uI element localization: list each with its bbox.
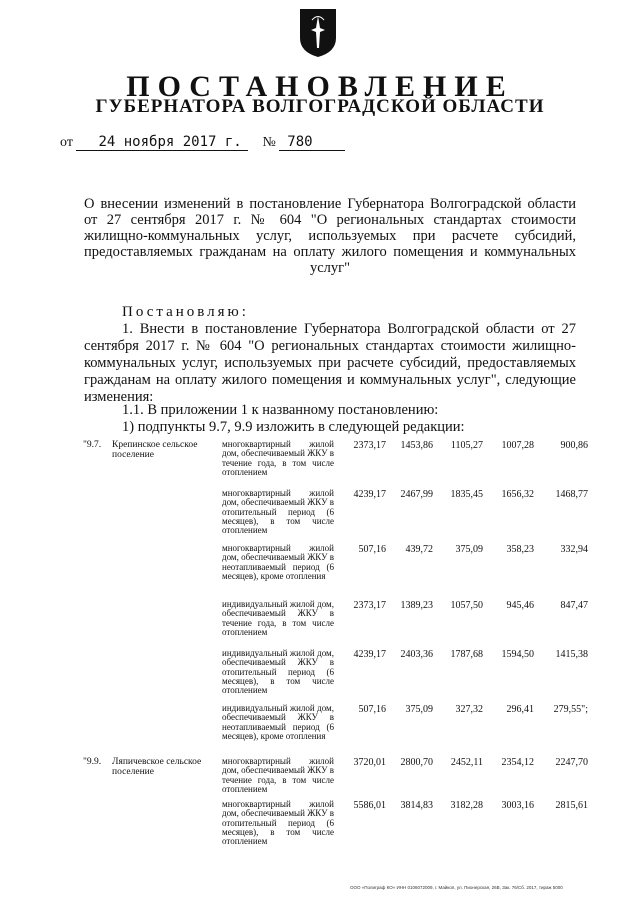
- table-cell-value: 1007,28: [501, 440, 534, 451]
- table-row-description: многоквартирный жилой дом, обеспечиваемый ЖКУ в течение года, в том числе отоплением: [222, 439, 334, 477]
- table-row-settlement: Ляпичевское сельское поселение: [112, 757, 202, 777]
- table-cell-value: 279,55";: [553, 704, 588, 715]
- table-row-description: индивидуальный жилой дом, обеспечиваемый ЖКУ в отопительный период (6 месяцев), в том числе отоплением: [222, 648, 334, 696]
- table-cell-value: 375,09: [455, 544, 483, 555]
- table-row-description: многоквартирный жилой дом, обеспечиваемый ЖКУ в отопительный период (6 месяцев), в том числе отоплением: [222, 799, 334, 847]
- table-cell-value: 4239,17: [353, 489, 386, 500]
- date-number-line: [60, 134, 345, 151]
- table-row-description: многоквартирный жилой дом, обеспечиваемый ЖКУ в течение года, в том числе отоплением: [222, 756, 334, 794]
- table-cell-value: 3003,16: [501, 800, 534, 811]
- table-cell-value: 2403,36: [400, 649, 433, 660]
- table-cell-value: 1835,45: [450, 489, 483, 500]
- table-row-description: многоквартирный жилой дом, обеспечиваемый ЖКУ в неотапливаемый период (6 месяцев), кроме отопления: [222, 543, 334, 581]
- table-cell-value: 507,16: [358, 704, 386, 715]
- table-cell-value: 439,72: [405, 544, 433, 555]
- document-subtitle: ГУБЕРНАТОРА ВОЛГОГРАДСКОЙ ОБЛАСТИ: [95, 96, 545, 117]
- table-cell-value: 2452,11: [450, 757, 483, 768]
- table-row-description: индивидуальный жилой дом, обеспечиваемый ЖКУ в течение года, в том числе отоплением: [222, 599, 334, 637]
- table-row-number: "9.9.: [83, 757, 102, 767]
- table-cell-value: 4239,17: [353, 649, 386, 660]
- printer-imprint: ООО «Полиграф КО» ИНН 0106072009, г. Майкоп, ул. Пионерская, 26В, Зак. 76/Сб. 2017, тираж 5000: [350, 885, 563, 890]
- table-cell-value: 2800,70: [400, 757, 433, 768]
- coat-of-arms-emblem: [299, 8, 337, 58]
- table-cell-value: 2373,17: [353, 440, 386, 451]
- table-cell-value: 1105,27: [450, 440, 483, 451]
- document-title: ПОСТАНОВЛЕНИЕ: [126, 70, 514, 103]
- table-cell-value: 375,09: [405, 704, 433, 715]
- table-cell-value: 5586,01: [353, 800, 386, 811]
- table-cell-value: 2354,12: [501, 757, 534, 768]
- table-cell-value: 1389,23: [400, 600, 433, 611]
- table-cell-value: 2815,61: [555, 800, 588, 811]
- table-cell-value: 1594,50: [501, 649, 534, 660]
- table-row-number: "9.7.: [83, 440, 102, 450]
- document-number: 780: [279, 134, 345, 151]
- number-prefix: №: [262, 135, 276, 150]
- date-prefix: от: [60, 135, 73, 150]
- table-cell-value: 2467,99: [400, 489, 433, 500]
- table-row-settlement: Крепинское сельское поселение: [112, 440, 198, 460]
- table-cell-value: 1787,68: [450, 649, 483, 660]
- table-row-description: многоквартирный жилой дом, обеспечиваемый ЖКУ в отопительный период (6 месяцев), в том числе отоплением: [222, 488, 334, 536]
- table-cell-value: 900,86: [560, 440, 588, 451]
- resolution-lead: Постановляю:: [122, 304, 249, 320]
- table-cell-value: 358,23: [506, 544, 534, 555]
- table-cell-value: 327,32: [455, 704, 483, 715]
- paragraph-1-1: 1.1. В приложении 1 к названному постановлению:: [122, 402, 439, 418]
- table-cell-value: 847,47: [560, 600, 588, 611]
- paragraph-1: 1. Внести в постановление Губернатора Волгоградской области от 27 сентября 2017 г. № 604 "О региональных стандартах стоимости жилищно-коммунальных услуг, используемых при расчете субсидий, предоставляемых гражданам на оплату жилого помещения и коммунальных услуг", следующие изменения:: [84, 321, 576, 405]
- document-heading: О внесении изменений в постановление Губернатора Волгоградской области от 27 сентября 2017 г. № 604 "О региональных стандартах стоимости жилищно-коммунальных услуг, используемых при расчете субсидий, предоставляемых гражданам на оплату жилого помещения и коммунальных услуг": [84, 196, 576, 276]
- table-cell-value: 1453,86: [400, 440, 433, 451]
- document-date: 24 ноября 2017 г.: [76, 134, 248, 151]
- table-cell-value: 1468,77: [555, 489, 588, 500]
- table-cell-value: 1415,38: [555, 649, 588, 660]
- table-row-description: индивидуальный жилой дом, обеспечиваемый ЖКУ в неотапливаемый период (6 месяцев), кроме отопления: [222, 703, 334, 741]
- table-cell-value: 332,94: [560, 544, 588, 555]
- table-cell-value: 507,16: [358, 544, 386, 555]
- table-cell-value: 1057,50: [450, 600, 483, 611]
- table-cell-value: 945,46: [506, 600, 534, 611]
- table-cell-value: 1656,32: [501, 489, 534, 500]
- table-cell-value: 2247,70: [555, 757, 588, 768]
- table-cell-value: 2373,17: [353, 600, 386, 611]
- table-cell-value: 296,41: [506, 704, 534, 715]
- table-cell-value: 3720,01: [353, 757, 386, 768]
- table-cell-value: 3182,28: [450, 800, 483, 811]
- table-cell-value: 3814,83: [400, 800, 433, 811]
- paragraph-subitem-1: 1) подпункты 9.7, 9.9 изложить в следующей редакции:: [122, 419, 465, 435]
